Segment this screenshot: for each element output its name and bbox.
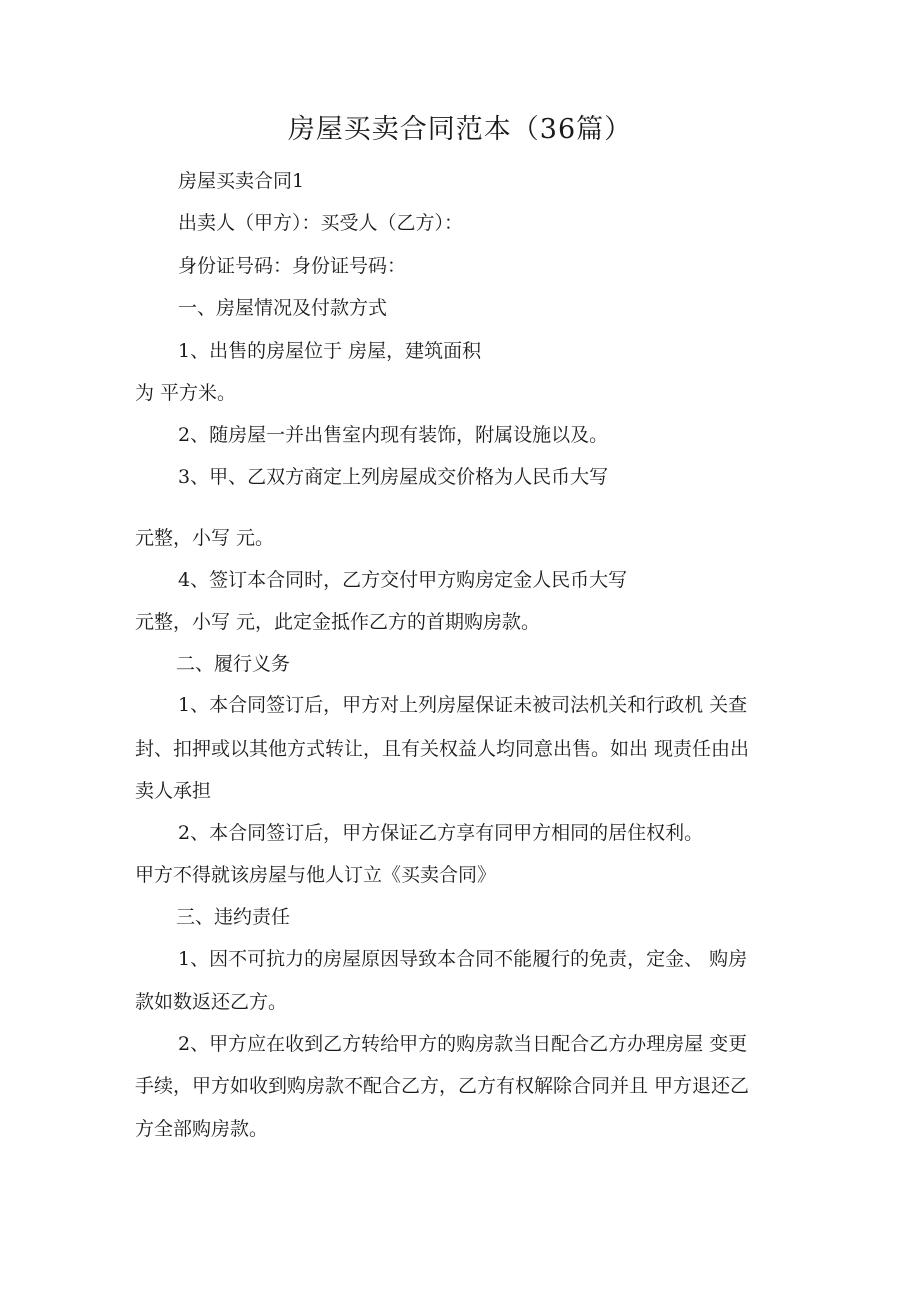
clause-3-1: 1、因不可抗力的房屋原因导致本合同不能履行的免责，定金、 购房 [178,948,748,970]
section-heading-1: 一、房屋情况及付款方式 [178,297,388,319]
clause-2-2: 2、本合同签订后，甲方保证乙方享有同甲方相同的居住权利。 [178,822,704,844]
section-heading-3: 三、违约责任 [176,906,291,928]
clause-2-2-cont: 甲方不得就该房屋与他人订立《买卖合同》 [135,864,497,886]
clause-2-1: 1、本合同签订后，甲方对上列房屋保证未被司法机关和行政机 关查 [178,694,748,716]
clause-3-2-cont: 手续，甲方如收到购房款不配合乙方，乙方有权解除合同并且 甲方退还乙 [135,1075,750,1097]
clause-3-2-end: 方全部购房款。 [135,1118,269,1140]
clause-1-4-cont: 元整，小写 元，此定金抵作乙方的首期购房款。 [135,611,541,633]
clause-1-4: 4、签订本合同时，乙方交付甲方购房定金人民币大写 [178,569,628,591]
clause-3-1-cont: 款如数返还乙方。 [135,991,288,1013]
clause-1-3-cont: 元整，小写 元。 [135,527,275,549]
parties-line: 出卖人（甲方）：买受人（乙方）： [178,212,464,234]
clause-2-1-end: 卖人承担 [135,780,212,802]
contract-heading: 房屋买卖合同1 [178,170,305,192]
clause-1-1-cont: 为 平方米。 [135,382,237,404]
id-number-line: 身份证号码：身份证号码： [178,255,407,277]
section-heading-2: 二、履行义务 [176,653,291,675]
document-title: 房屋买卖合同范本（36篇） [287,114,633,145]
clause-1-2: 2、随房屋一并出售室内现有装饰，附属设施以及。 [178,424,609,446]
clause-2-1-cont: 封、扣押或以其他方式转让，且有关权益人均同意出售。如出 现责任由出 [135,738,750,760]
clause-1-1: 1、出售的房屋位于 房屋，建筑面积 [178,340,482,362]
clause-1-3: 3、甲、乙双方商定上列房屋成交价格为人民币大写 [178,466,609,488]
clause-3-2: 2、甲方应在收到乙方转给甲方的购房款当日配合乙方办理房屋 变更 [178,1033,748,1055]
